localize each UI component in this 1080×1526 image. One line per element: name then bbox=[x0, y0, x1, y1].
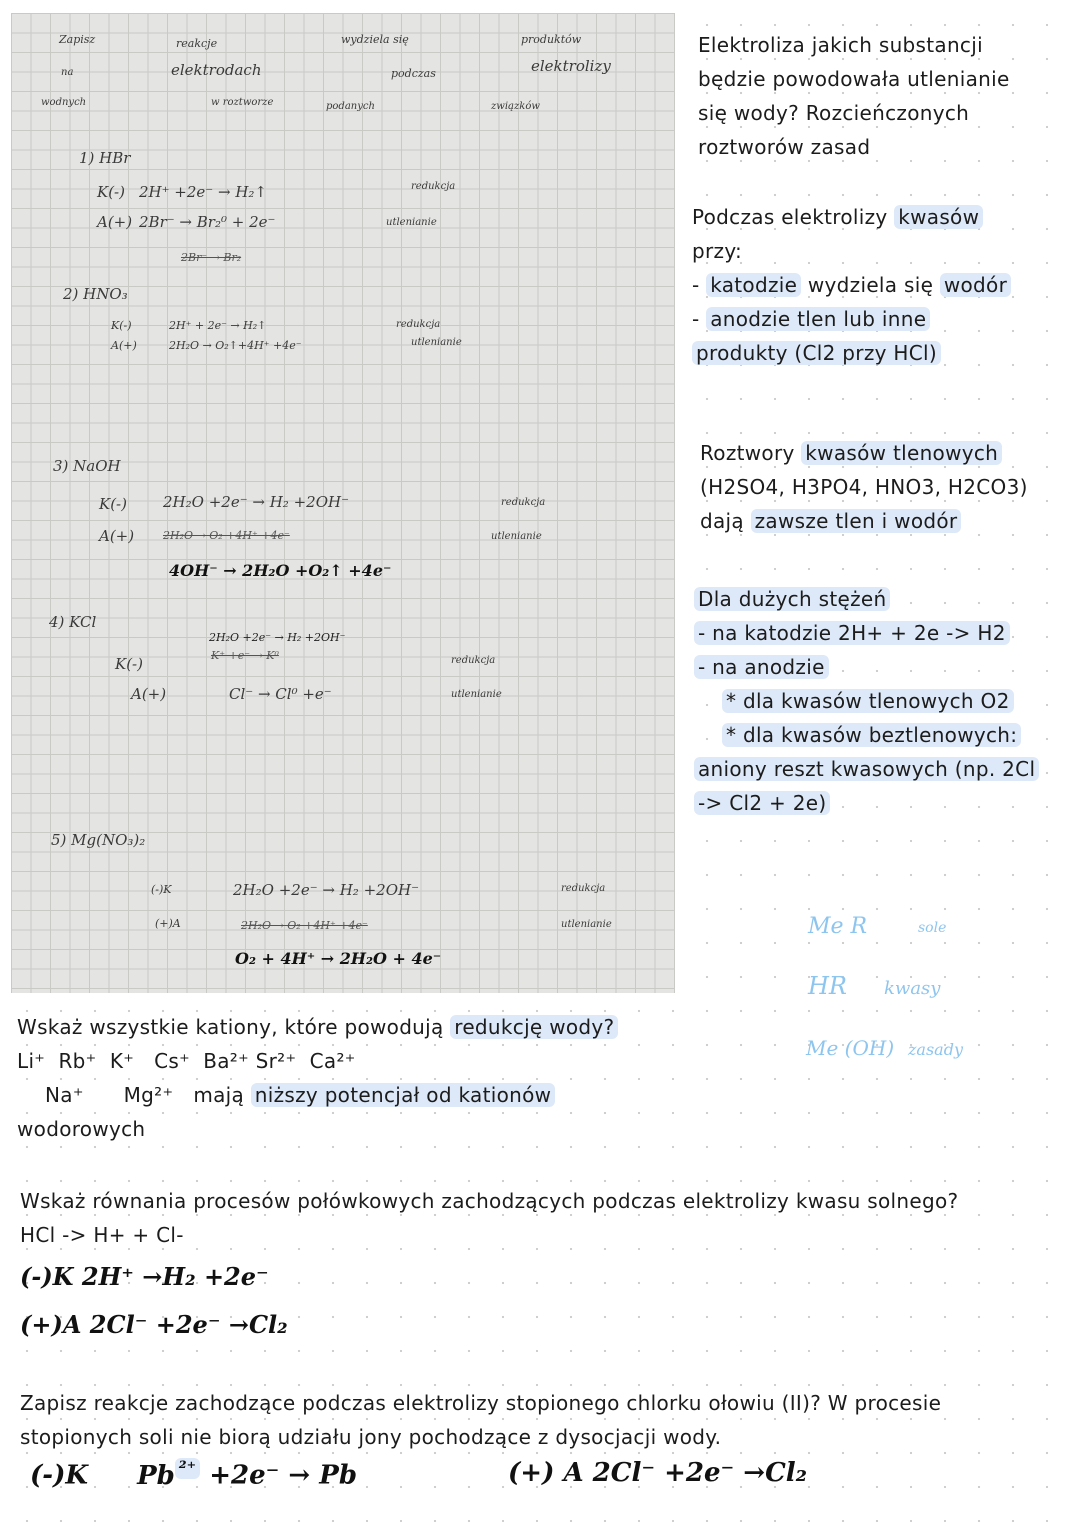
note-text: (H2SO4, H3PO4, HNO3, H2CO3) bbox=[700, 475, 1028, 499]
highlight: ²⁺ bbox=[175, 1458, 200, 1479]
equation-part: Pb bbox=[137, 1460, 175, 1491]
electrode-label: A(+) bbox=[99, 527, 135, 545]
crossed-out-text: 2Br⁻ → Br₂ bbox=[181, 251, 242, 264]
process-note: utlenianie bbox=[411, 337, 462, 348]
equation: Cl⁻ → Cl⁰ +e⁻ bbox=[229, 685, 332, 703]
cations-question bbox=[17, 1010, 677, 1146]
highlight: produkty (Cl2 przy HCl) bbox=[692, 341, 941, 365]
note-text: przy: bbox=[692, 239, 743, 263]
highlight: aniony reszt kwasowych (np. 2Cl bbox=[694, 757, 1039, 781]
equation: 2H⁺ + 2e⁻ → H₂↑ bbox=[169, 319, 267, 332]
note-text: dają bbox=[700, 509, 751, 533]
highlight: kwasów tlenowych bbox=[801, 441, 1002, 465]
highlight: kwasów bbox=[894, 205, 983, 229]
electrode-label: K(-) bbox=[115, 655, 143, 673]
header-text: na bbox=[61, 67, 74, 78]
question-text: Wskaż wszystkie kationy, które powodują bbox=[17, 1015, 451, 1039]
legend-formula: Me R bbox=[808, 914, 868, 939]
legend-label: kwasy bbox=[884, 978, 941, 999]
high-concentration-note bbox=[694, 582, 1064, 820]
header-text: podanych bbox=[326, 101, 375, 112]
anode-equation: (+)A 2Cl⁻ +2e⁻ →Cl₂ bbox=[20, 1310, 288, 1339]
highlight: Dla dużych stężeń bbox=[694, 587, 890, 611]
highlight: * dla kwasów beztlenowych: bbox=[722, 723, 1021, 747]
equation: 2H₂O +2e⁻ → H₂ +2OH⁻ bbox=[163, 493, 349, 511]
electrode-label: (+)A bbox=[155, 917, 181, 930]
section-title: 4) KCl bbox=[49, 613, 97, 631]
header-text: w roztworze bbox=[211, 97, 274, 108]
section-title: 5) Mg(NO₃)₂ bbox=[51, 831, 146, 849]
electrode-label: (-)K bbox=[151, 883, 172, 896]
note-text: wydziela się bbox=[801, 273, 940, 297]
handwritten-notes-photo bbox=[11, 13, 675, 993]
electrode-label: K(-) bbox=[97, 183, 125, 201]
equation: 2H₂O +2e⁻ → H₂ +2OH⁻ bbox=[233, 881, 419, 899]
note-text: - bbox=[692, 273, 707, 297]
section-title: 2) HNO₃ bbox=[63, 285, 128, 303]
header-text: elektrolizy bbox=[531, 57, 611, 75]
note-text: Podczas elektrolizy bbox=[692, 205, 895, 229]
highlight: * dla kwasów tlenowych O2 bbox=[722, 689, 1014, 713]
header-text: Zapisz bbox=[59, 33, 96, 46]
highlight: - na katodzie 2H+ + 2e -> H2 bbox=[694, 621, 1010, 645]
equation: O₂ + 4H⁺ → 2H₂O + 4e⁻ bbox=[235, 949, 442, 968]
highlight: -> Cl2 + 2e) bbox=[694, 791, 830, 815]
anode-equation: (+) A 2Cl⁻ +2e⁻ →Cl₂ bbox=[508, 1458, 808, 1488]
electrode-label: A(+) bbox=[97, 213, 133, 231]
header-text: związków bbox=[491, 101, 540, 112]
acids-electrolysis-note bbox=[692, 200, 1052, 370]
answer-text: mają bbox=[193, 1083, 251, 1107]
crossed-out-equation: K⁺ +e⁻ → K⁰ bbox=[211, 649, 279, 662]
process-note: redukcja bbox=[561, 883, 606, 894]
equation: 2H₂O → O₂↑+4H⁺ +4e⁻ bbox=[169, 339, 302, 352]
header-text: podczas bbox=[391, 67, 436, 80]
process-note: redukcja bbox=[451, 655, 496, 666]
crossed-out-equation: 2H₂O → O₂ +4H⁺ +4e⁻ bbox=[241, 919, 368, 932]
cation-list: Li⁺ Rb⁺ K⁺ Cs⁺ Ba²⁺ Sr²⁺ Ca²⁺ bbox=[17, 1049, 356, 1073]
legend-formula: HR bbox=[808, 972, 847, 1000]
equation: 4OH⁻ → 2H₂O +O₂↑ +4e⁻ bbox=[169, 561, 392, 580]
highlight: anodzie tlen lub inne bbox=[706, 307, 930, 331]
header-text: reakcje bbox=[176, 37, 218, 50]
legend-label: sole bbox=[918, 920, 947, 936]
cathode-equation bbox=[30, 1458, 357, 1491]
section-title: 3) NaOH bbox=[53, 457, 121, 475]
electrode-label: A(+) bbox=[131, 685, 167, 703]
electrode-label: K(-) bbox=[111, 319, 132, 332]
process-note: utlenianie bbox=[491, 531, 542, 542]
hcl-question: Wskaż równania procesów połówkowych zachodzących podczas elektrolizy kwasu solnego? bbox=[20, 1189, 959, 1213]
process-note: utlenianie bbox=[561, 919, 612, 930]
question-water-oxidation: Elektroliza jakich substancji będzie powodowała utlenianie się wody? Rozcieńczonych roztworów zasad bbox=[698, 33, 1010, 159]
process-note: redukcja bbox=[501, 497, 546, 508]
highlight: zawsze tlen i wodór bbox=[751, 509, 962, 533]
electrode-label: (-)K bbox=[30, 1460, 88, 1491]
highlight: redukcję wody? bbox=[450, 1015, 618, 1039]
highlight: niższy potencjał od kationów bbox=[251, 1083, 556, 1107]
process-note: utlenianie bbox=[386, 217, 437, 228]
crossed-out-equation: 2H₂O → O₂ +4H⁺ +4e⁻ bbox=[163, 529, 290, 542]
note-text: - bbox=[692, 307, 707, 331]
process-note: redukcja bbox=[411, 181, 456, 192]
answer-text: wodorowych bbox=[17, 1117, 146, 1141]
header-text: elektrodach bbox=[171, 61, 262, 79]
hcl-dissociation: HCl -> H+ + Cl- bbox=[20, 1223, 184, 1247]
electrode-label: K(-) bbox=[99, 495, 127, 513]
legend-formula: Me (OH) bbox=[806, 1036, 895, 1060]
process-note: utlenianie bbox=[451, 689, 502, 700]
equation-part: +2e⁻ → Pb bbox=[200, 1460, 357, 1491]
header-text: wodnych bbox=[41, 97, 87, 108]
header-text: wydziela się bbox=[341, 33, 409, 46]
note-text: Roztwory bbox=[700, 441, 802, 465]
section-title: 1) HBr bbox=[79, 149, 131, 167]
pbcl2-question: Zapisz reakcje zachodzące podczas elektrolizy stopionego chlorku ołowiu (II)? W procesie stopionych soli nie biorą udziału jony pochodzące z dysocjacji wody. bbox=[20, 1391, 942, 1449]
oxygen-acids-note bbox=[700, 436, 1060, 538]
equation: 2H⁺ +2e⁻ → H₂↑ bbox=[139, 183, 267, 201]
highlight: wodór bbox=[940, 273, 1011, 297]
cation-list: Na⁺ Mg²⁺ bbox=[45, 1083, 174, 1107]
highlight: katodzie bbox=[706, 273, 801, 297]
legend-label: zasady bbox=[908, 1040, 963, 1059]
electrode-label: A(+) bbox=[111, 339, 137, 352]
equation: 2H₂O +2e⁻ → H₂ +2OH⁻ bbox=[209, 631, 346, 644]
process-note: redukcja bbox=[396, 319, 441, 330]
highlight: - na anodzie bbox=[694, 655, 829, 679]
cathode-equation: (-)K 2H⁺ →H₂ +2e⁻ bbox=[20, 1262, 269, 1291]
equation: 2Br⁻ → Br₂⁰ + 2e⁻ bbox=[139, 213, 276, 231]
header-text: produktów bbox=[521, 33, 582, 46]
